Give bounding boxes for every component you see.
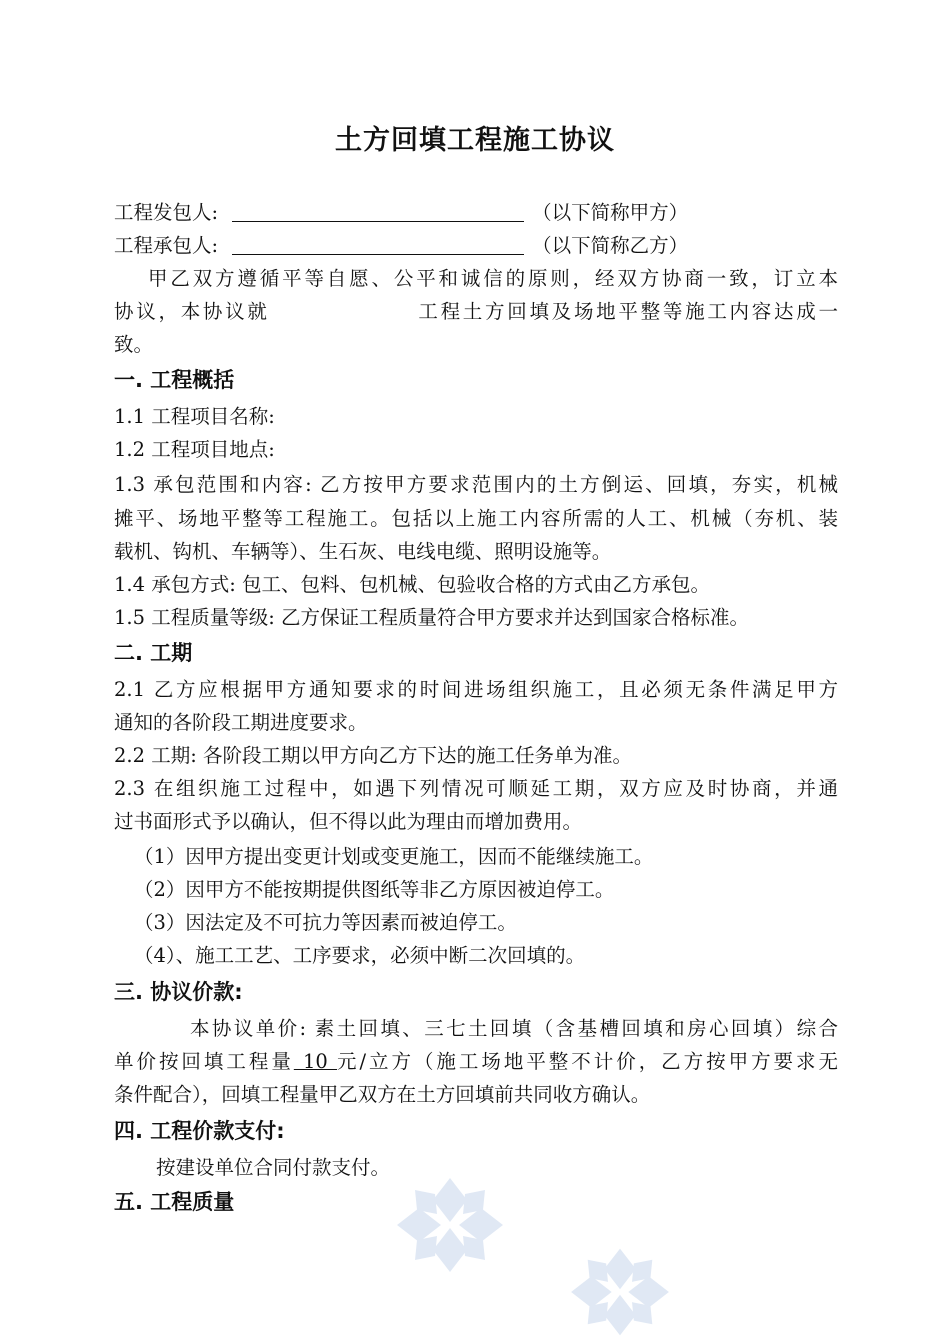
delay-item-4: （4）、施工工艺、工序要求，必须中断二次回填的。 (134, 944, 586, 967)
clause-1-4: 1.4 承包方式: 包工、包料、包机械、包验收合格的方式由乙方承包。 (114, 573, 710, 596)
intro-line-2 (114, 295, 838, 328)
section-4-heading: 四. 工程价款支付: (114, 1119, 285, 1143)
clause-2-3a: 2.3 在组织施工过程中，如遇下列情况可顺延工期，双方应及时协商，并通 (114, 777, 838, 800)
clause-1-3c: 载机、钩机、车辆等）、生石灰、电线电缆、照明设施等。 (114, 540, 612, 563)
intro-line-2a: 协议，本协议就 (114, 300, 270, 323)
unit-price-value: 10 (293, 1050, 337, 1073)
party-b-label: 工程承包人: (114, 234, 219, 257)
price-line-2b: 元/立方（施工场地平整不计价，乙方按甲方要求无 (336, 1050, 838, 1073)
intro-line-1: 甲乙双方遵循平等自愿、公平和诚信的原则，经双方协商一致，订立本 (148, 267, 838, 290)
clause-1-3a: 1.3 承包范围和内容: 乙方按甲方要求范围内的土方倒运、回填，夯实，机械 (114, 473, 838, 496)
party-b-blank[interactable] (232, 232, 524, 255)
price-line-1: 本协议单价: 素土回填、三七土回填（含基槽回填和房心回填）综合 (190, 1017, 838, 1040)
delay-item-1: （1）因甲方提出变更计划或变更施工，因而不能继续施工。 (134, 845, 654, 868)
price-line-2a: 单价按回填工程量 (114, 1050, 294, 1073)
section-3-heading: 三. 协议价款: (114, 980, 243, 1004)
intro-line-3: 致。 (114, 333, 154, 356)
section-1-heading: 一. 工程概括 (114, 368, 235, 392)
clause-1-5: 1.5 工程质量等级: 乙方保证工程质量符合甲方要求并达到国家合格标准。 (114, 606, 749, 629)
section-5-heading: 五. 工程质量 (114, 1190, 235, 1214)
price-line-3: 条件配合），回填工程量甲乙双方在土方回填前共同收方确认。 (114, 1083, 651, 1106)
delay-item-2: （2）因甲方不能按期提供图纸等非乙方原因被迫停工。 (134, 878, 615, 901)
party-a-label: 工程发包人: (114, 201, 219, 224)
section-2-heading: 二. 工期 (114, 641, 193, 665)
clause-2-2: 2.2 工期: 各阶段工期以甲方向乙方下达的施工任务单为准。 (114, 744, 632, 767)
clause-1-1: 1.1 工程项目名称: (114, 405, 275, 428)
watermark-snowflake-icon (560, 1240, 680, 1344)
clause-2-1a: 2.1 乙方应根据甲方通知要求的时间进场组织施工，且必须无条件满足甲方 (114, 678, 838, 701)
party-a-blank[interactable] (232, 199, 524, 222)
document-title: 土方回填工程施工协议 (335, 125, 615, 156)
clause-2-1b: 通知的各阶段工期进度要求。 (114, 711, 368, 734)
party-b-suffix: （以下简称乙方） (532, 234, 689, 257)
clause-1-2: 1.2 工程项目地点: (114, 438, 275, 461)
delay-item-3: （3）因法定及不可抗力等因素而被迫停工。 (134, 911, 517, 934)
clause-1-3b: 摊平、场地平整等工程施工。包括以上施工内容所需的人工、机械（夯机、装 (114, 507, 838, 530)
intro-line-2b: 工程土方回填及场地平整等施工内容达成一 (415, 300, 838, 323)
party-a-line (114, 196, 844, 229)
party-b-line (114, 229, 844, 262)
clause-2-3b: 过书面形式予以确认，但不得以此为理由而增加费用。 (114, 810, 583, 833)
party-a-suffix: （以下简称甲方） (532, 201, 689, 224)
price-line-2 (114, 1045, 838, 1078)
payment-line: 按建设单位合同付款支付。 (156, 1156, 391, 1179)
watermark-snowflake-icon (385, 1170, 515, 1280)
